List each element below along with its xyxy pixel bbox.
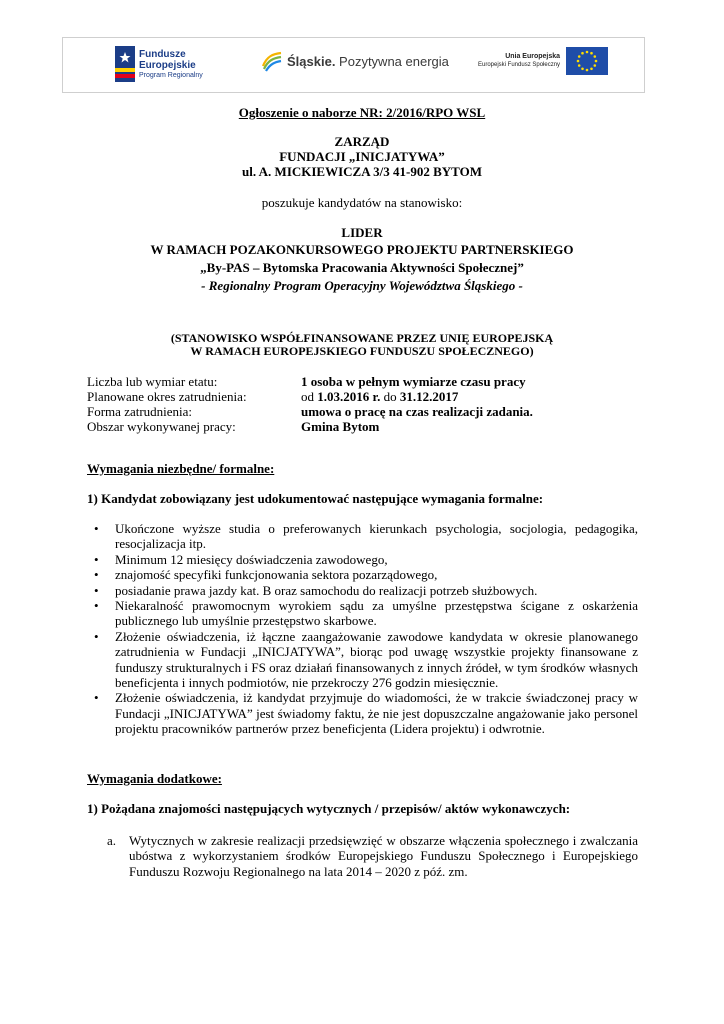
announcement-number: Ogłoszenie o naborze NR: 2/2016/RPO WSL	[238, 105, 486, 120]
foundation-address: ul. A. MICKIEWICZA 3/3 41-902 BYTOM	[242, 164, 482, 179]
list-item: • Ukończone wyższe studia o preferowanych kierunkach psychologia, socjologia, pedagogika, resocjalizacja itp.	[90, 521, 638, 552]
slaskie-logo-rest: Pozytywna energia	[335, 53, 449, 69]
list-item: • znajomość specyfiki funkcjonowania sektora pozarządowego,	[90, 567, 638, 582]
list-marker: a.	[107, 833, 117, 848]
eu-flag-icon	[566, 47, 608, 75]
period-to: 31.12.2017	[399, 389, 459, 404]
eu-logo-line2: Europejski Fundusz Społeczny	[478, 62, 561, 68]
fe-logo-line1: Fundusze	[139, 48, 186, 60]
slaskie-waves-icon	[261, 50, 283, 72]
unia-europejska-logo	[478, 47, 608, 75]
project-line-3: - Regionalny Program Operacyjny Województwa Śląskiego -	[201, 278, 523, 293]
detail-value: umowa o pracę na czas realizacji zadania.	[301, 404, 533, 419]
list-item: • Złożenie oświadczenia, iż kandydat przyjmuje do wiadomości, że w trakcie świadczonej pracy w Fundacji „INICJATYWA” jest świadomy faktu, że nie jest dopuszczalne angażowanie jako personel projektu pracowników partnerów przez beneficjenta (Lidera projektu) i odwrotnie.	[90, 690, 638, 736]
project-line-1: W RAMACH POZAKONKURSOWEGO PROJEKTU PARTNERSKIEGO	[150, 242, 574, 257]
detail-value: 1 osoba w pełnym wymiarze czasu pracy	[301, 374, 526, 389]
additional-list-item	[107, 833, 638, 879]
period-from: 1.03.2016 r.	[317, 389, 381, 404]
additional-title: Wymagania dodatkowe:	[87, 771, 222, 786]
position-title: LIDER	[341, 225, 383, 240]
slaskie-logo	[261, 50, 449, 72]
slaskie-logo-bold: Śląskie.	[287, 53, 336, 69]
fe-logo-line2: Europejskie	[139, 59, 196, 71]
requirements-title: Wymagania niezbędne/ formalne:	[87, 461, 275, 476]
detail-label: Obszar wykonywanej pracy:	[87, 419, 236, 434]
cofinanced-line-2: W RAMACH EUROPEJSKIEGO FUNDUSZU SPOŁECZNEGO)	[190, 344, 534, 358]
seeking-text: poszukuje kandydatów na stanowisko:	[261, 195, 463, 210]
list-item: • Złożenie oświadczenia, iż łączne zaangażowanie zawodowe kandydata w okresie planowanego zatrudnienia w Fundacji „INICJATYWA”, biorąc pod uwagę wszystkie projekty finansowane z funduszy strukturalnych i FS oraz działań finansowanych z innych źródeł, w tym środków własnych beneficjenta i innych podmiotów, nie przekroczy 276 godzin miesięcznie.	[90, 629, 638, 691]
project-line-2: „By-PAS – Bytomska Pracowania Aktywności Społecznej”	[200, 260, 524, 275]
fundusze-europejskie-logo	[115, 46, 203, 82]
list-item: • Niekaralność prawomocnym wyrokiem sądu za umyślne przestępstwa ścigane z oskarżenia publicznego lub umyślnie przestępstwo skarbowe.	[90, 598, 638, 629]
additional-intro: 1) Pożądana znajomości następujących wytycznych / przepisów/ aktów wykonawczych:	[87, 801, 571, 816]
board-title: ZARZĄD	[334, 134, 390, 149]
fundusze-europejskie-icon	[115, 46, 135, 82]
detail-value: od 1.03.2016 r. do 31.12.2017	[301, 389, 459, 404]
detail-label: Planowane okres zatrudnienia:	[87, 389, 247, 404]
logo-bar	[62, 37, 645, 93]
list-item: • Minimum 12 miesięcy doświadczenia zawodowego,	[90, 552, 638, 567]
detail-label: Liczba lub wymiar etatu:	[87, 374, 218, 389]
list-item-text: Wytycznych w zakresie realizacji przedsięwzięć w obszarze włączenia społecznego i zwalczania ubóstwa z wykorzystaniem środków Europejskiego Funduszu Społecznego i Europejskiego Funduszu Rozwoju Regionalnego na lata 2014 – 2020 z póź. zm.	[129, 833, 638, 879]
foundation-name: FUNDACJI „INICJATYWA”	[279, 149, 445, 164]
detail-label: Forma zatrudnienia:	[87, 404, 193, 419]
requirements-intro: 1) Kandydat zobowiązany jest udokumentować następujące wymagania formalne:	[87, 491, 544, 506]
list-item: • posiadanie prawa jazdy kat. B oraz samochodu do realizacji potrzeb służbowych.	[90, 583, 638, 598]
detail-value: Gmina Bytom	[301, 419, 380, 434]
requirements-list	[90, 521, 638, 737]
eu-logo-line1: Unia Europejska	[505, 53, 561, 60]
fe-logo-line3: Program Regionalny	[139, 71, 203, 79]
cofinanced-line-1: (STANOWISKO WSPÓŁFINANSOWANE PRZEZ UNIĘ EUROPEJSKĄ	[170, 331, 554, 345]
